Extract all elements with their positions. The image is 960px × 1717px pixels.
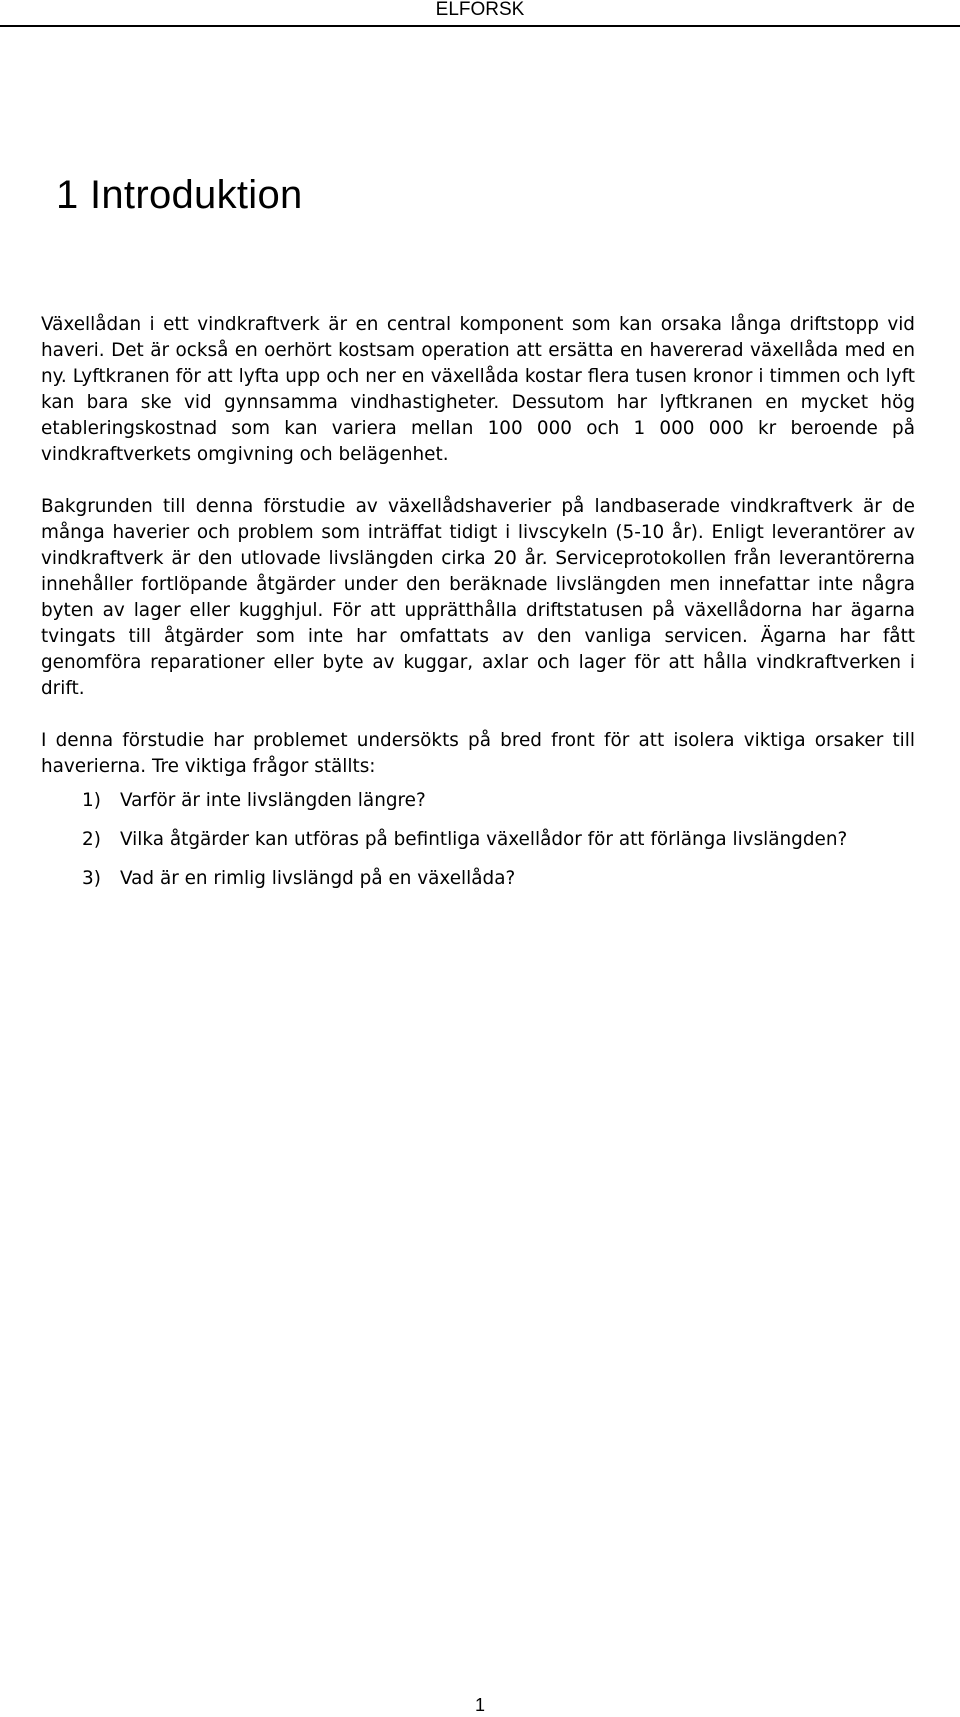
list-item-number: 2) (82, 829, 101, 850)
body-content (41, 312, 915, 905)
list-item (41, 827, 915, 853)
page-number: 1 (474, 1695, 485, 1715)
header-title: ELFORSK (435, 0, 525, 20)
paragraph-intro: Växellådan i ett vindkraftverk är en central komponent som kan orsaka långa driftstopp vid haveri. Det är också en oerhört kostsam operation att ersätta en havererad växellåda med en ny. Lyftkranen för att lyfta upp och ner en växellåda kostar flera tusen kronor i timmen och lyft kan bara ske vid gynnsamma vindhastigheter. Dessutom har lyftkranen en mycket hög etableringskostnad som kan variera mellan 100 000 och 1 000 000 kr beroende på vindkraftverkets omgivning och belägenhet. (41, 314, 915, 465)
page-header (0, 0, 960, 26)
questions-list (41, 788, 915, 892)
paragraph-study-scope: I denna förstudie har problemet undersökts på bred front för att isolera viktiga orsaker till haverierna. Tre viktiga frågor ställts: (41, 730, 915, 777)
list-item-number: 3) (82, 868, 101, 889)
list-item-text: Vad är en rimlig livslängd på en växellåda? (120, 868, 516, 889)
list-item-text: Varför är inte livslängden längre? (120, 790, 426, 811)
list-item-number: 1) (82, 790, 101, 811)
list-item-text: Vilka åtgärder kan utföras på befintliga växellådor för att förlänga livslängden? (120, 829, 848, 850)
paragraph-background: Bakgrunden till denna förstudie av växellådshaverier på landbaserade vindkraftverk är de många haverier och problem som inträffat tidigt i livscykeln (5-10 år). Enligt leverantörer av vindkraftverk är den utlovade livslängden cirka 20 år. Serviceprotokollen från leverantörerna innehåller fortlöpande åtgärder under den beräknade livslängden men innefattar inte några byten av lager eller kugghjul. För att upprätthålla driftstatusen på växellådorna har ägarna tvingats till åtgärder som inte har omfattats av den vanliga servicen. Ägarna har fått genomföra reparationer eller byte av kuggar, axlar och lager för att hålla vindkraftverken i drift. (41, 496, 915, 699)
header-divider (0, 25, 960, 27)
list-item (41, 788, 915, 814)
list-item (41, 866, 915, 892)
section-heading: 1 Introduktion (56, 173, 303, 217)
